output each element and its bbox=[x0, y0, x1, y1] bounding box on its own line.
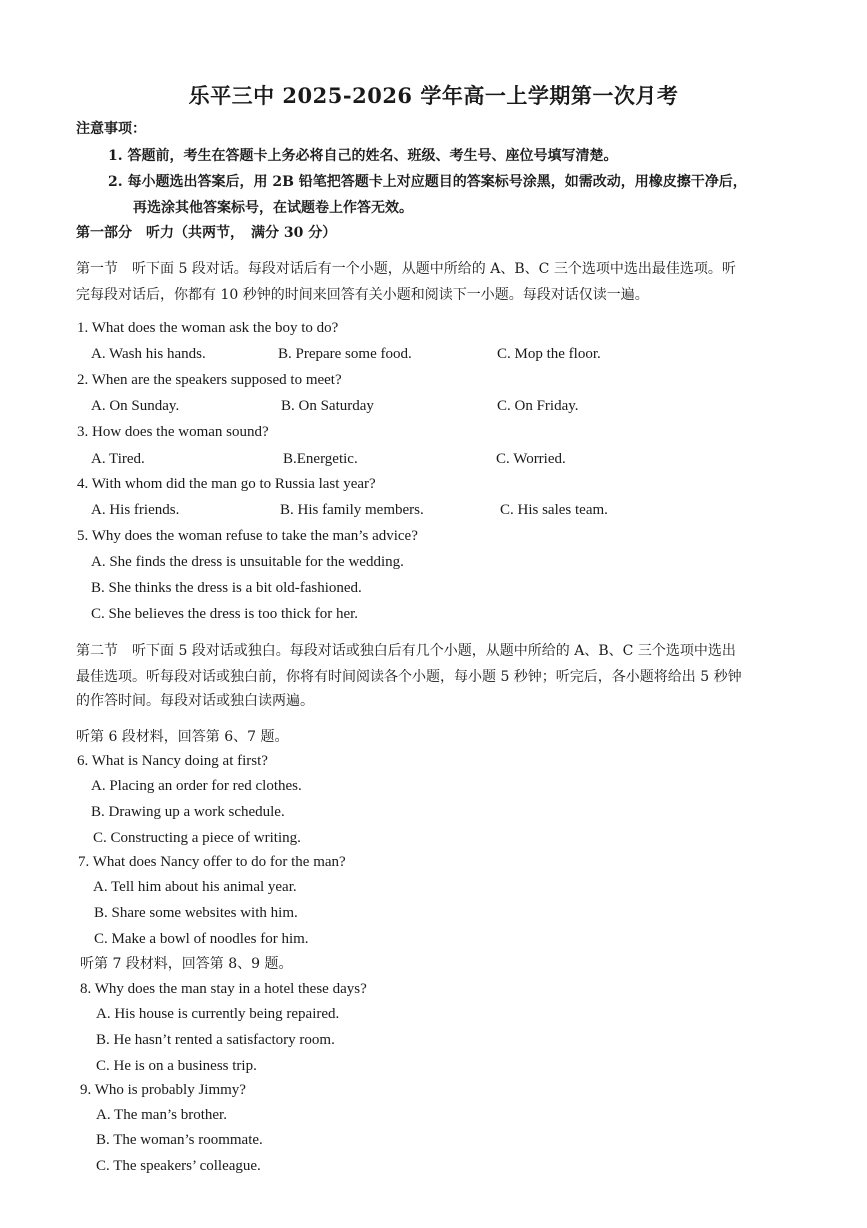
question-3-option-c: C. Worried. bbox=[496, 451, 566, 467]
question-9: 9. Who is probably Jimmy? bbox=[80, 1082, 246, 1098]
question-6: 6. What is Nancy doing at first? bbox=[77, 753, 268, 769]
question-7-option-a: A. Tell him about his animal year. bbox=[93, 879, 297, 895]
material-6-heading: 听第 6 段材料，回答第 6、7 题。 bbox=[76, 729, 289, 745]
question-1-option-b: B. Prepare some food. bbox=[278, 346, 412, 362]
section1-instruction-line1: 第一节 听下面 5 段对话。每段对话后有一个小题，从题中所给的 A、B、C 三个选项中选出最佳选项。听 bbox=[76, 261, 736, 277]
section2-instruction-line1: 第二节 听下面 5 段对话或独白。每段对话或独白后有几个小题，从题中所给的 A、B、C 三个选项中选出 bbox=[76, 643, 736, 659]
section2-instruction-line3: 的作答时间。每段对话或独白读两遍。 bbox=[76, 693, 314, 709]
question-4-option-c: C. His sales team. bbox=[500, 502, 608, 518]
question-7-option-c: C. Make a bowl of noodles for him. bbox=[94, 931, 309, 947]
question-9-option-b: B. The woman’s roommate. bbox=[96, 1132, 263, 1148]
notes-heading: 注意事项： bbox=[76, 121, 146, 137]
question-7-option-b: B. Share some websites with him. bbox=[94, 905, 298, 921]
section1-instruction-line2: 完每段对话后，你都有 10 秒钟的时间来回答有关小题和阅读下一小题。每段对话仅读一遍。 bbox=[76, 287, 649, 303]
question-6-option-c: C. Constructing a piece of writing. bbox=[93, 830, 301, 846]
question-2-option-c: C. On Friday. bbox=[497, 398, 579, 414]
question-8: 8. Why does the man stay in a hotel these days? bbox=[80, 981, 367, 997]
question-8-option-a: A. His house is currently being repaired. bbox=[96, 1006, 340, 1022]
question-4-option-a: A. His friends. bbox=[91, 502, 180, 518]
question-6-option-a: A. Placing an order for red clothes. bbox=[91, 778, 302, 794]
exam-title: 乐平三中 2025-2026 学年高一上学期第一次月考 bbox=[188, 83, 679, 108]
question-4-option-b: B. His family members. bbox=[280, 502, 424, 518]
question-5-option-b: B. She thinks the dress is a bit old-fashioned. bbox=[91, 580, 362, 596]
question-4: 4. With whom did the man go to Russia last year? bbox=[77, 476, 376, 492]
question-6-option-b: B. Drawing up a work schedule. bbox=[91, 804, 285, 820]
note-item-2-cont: 再选涂其他答案标号，在试题卷上作答无效。 bbox=[133, 200, 413, 216]
note-item-2: 2. 每小题选出答案后，用 2B 铅笔把答题卡上对应题目的答案标号涂黑，如需改动，用橡皮擦干净后， bbox=[108, 174, 747, 190]
question-8-option-b: B. He hasn’t rented a satisfactory room. bbox=[96, 1032, 335, 1048]
question-8-option-c: C. He is on a business trip. bbox=[96, 1058, 257, 1074]
question-5-option-a: A. She finds the dress is unsuitable for the wedding. bbox=[91, 554, 404, 570]
material-7-heading: 听第 7 段材料，回答第 8、9 题。 bbox=[80, 956, 293, 972]
question-2-option-b: B. On Saturday bbox=[281, 398, 374, 414]
question-2: 2. When are the speakers supposed to meet? bbox=[77, 372, 342, 388]
question-1-option-a: A. Wash his hands. bbox=[91, 346, 206, 362]
question-7: 7. What does Nancy offer to do for the man? bbox=[78, 854, 346, 870]
question-5: 5. Why does the woman refuse to take the man’s advice? bbox=[77, 528, 418, 544]
question-3: 3. How does the woman sound? bbox=[77, 424, 269, 440]
question-9-option-a: A. The man’s brother. bbox=[96, 1107, 227, 1123]
part1-heading: 第一部分 听力（共两节， 满分 30 分） bbox=[76, 225, 337, 241]
question-3-option-a: A. Tired. bbox=[91, 451, 145, 467]
question-3-option-b: B.Energetic. bbox=[283, 451, 358, 467]
question-9-option-c: C. The speakers’ colleague. bbox=[96, 1158, 261, 1174]
question-5-option-c: C. She believes the dress is too thick for her. bbox=[91, 606, 359, 622]
question-1-option-c: C. Mop the floor. bbox=[497, 346, 601, 362]
note-item-1: 1. 答题前，考生在答题卡上务必将自己的姓名、班级、考生号、座位号填写清楚。 bbox=[108, 148, 618, 164]
section2-instruction-line2: 最佳选项。听每段对话或独白前，你将有时间阅读各个小题，每小题 5 秒钟；听完后，各小题将给出 5 秒钟 bbox=[76, 669, 742, 685]
question-2-option-a: A. On Sunday. bbox=[91, 398, 180, 414]
question-1: 1. What does the woman ask the boy to do? bbox=[77, 320, 339, 336]
